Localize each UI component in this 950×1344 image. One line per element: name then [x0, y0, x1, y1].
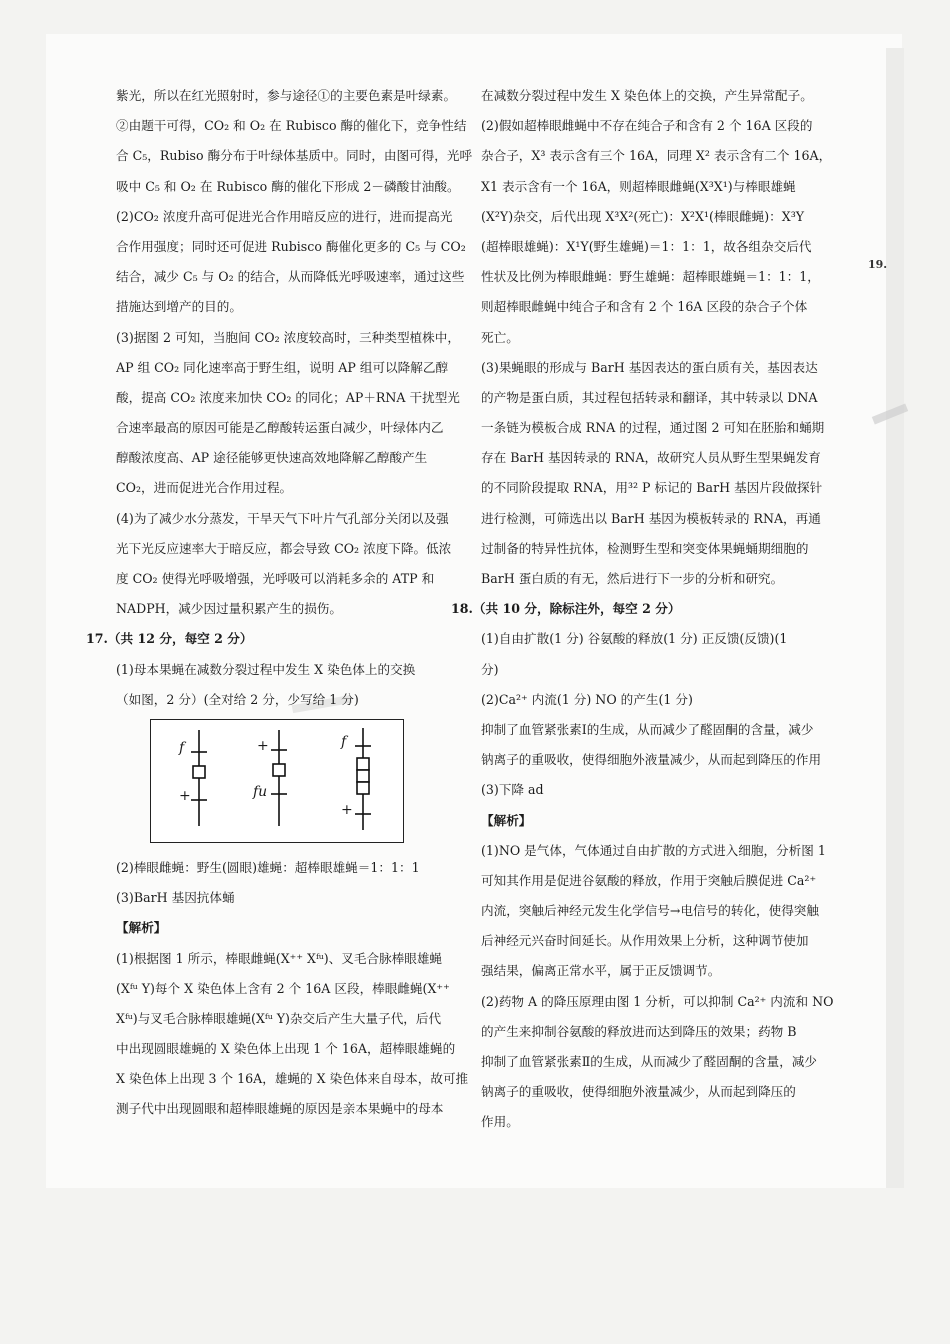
text-line: 措施达到增产的目的。 — [116, 299, 242, 315]
text-line: 强结果，偏离正常水平，属于正反馈调节。 — [481, 963, 721, 979]
text-line: 测子代中出现圆眼和超棒眼雄蝇的原因是亲本果蝇中的母本 — [116, 1101, 444, 1117]
next-page-edge — [886, 48, 904, 1188]
text-line: 在减数分裂过程中发生 X 染色体上的交换，产生异常配子。 — [481, 88, 813, 103]
text-line: (1)根据图 1 所示，棒眼雌蝇(X⁺⁺ Xᶠᵘ)、叉毛合脉棒眼雄蝇 — [116, 950, 443, 966]
answer-line: (1)自由扩散(1 分) 谷氨酸的释放(1 分) 正反馈(反馈)(1 — [481, 631, 788, 647]
text-line: (2)假如超棒眼雌蝇中不存在纯合子和含有 2 个 16A 区段的 — [481, 118, 813, 134]
answer-line: 钠离子的重吸收，使得细胞外液量减少，从而起到降压的作用 — [481, 752, 822, 768]
text-line: （如图，2 分）(全对给 2 分，少写给 1 分) — [116, 691, 359, 707]
text-line: (4)为了减少水分蒸发，干旱天气下叶片气孔部分关闭以及强 — [116, 510, 449, 526]
text-line: 的产物是蛋白质，其过程包括转录和翻译，其中转录以 DNA — [481, 389, 818, 405]
analysis-heading: 【解析】 — [481, 812, 532, 828]
16a-segment — [273, 764, 285, 776]
allele-label-plus: + — [341, 801, 353, 818]
text-line: 中出现圆眼雄蝇的 X 染色体上出现 1 个 16A，超棒眼雄蝇的 — [116, 1041, 456, 1057]
text-line: 合作用强度；同时还可促进 Rubisco 酶催化更多的 C₅ 与 CO₂ — [116, 238, 466, 254]
text-line: (1)NO 是气体，气体通过自由扩散的方式进入细胞，分析图 1 — [481, 842, 826, 858]
text-line: (3)果蝇眼的形成与 BarH 基因表达的蛋白质有关，基因表达 — [481, 359, 818, 375]
text-line: 度 CO₂ 使得光呼吸增强，光呼吸可以消耗多余的 ATP 和 — [116, 571, 435, 586]
answer-line: 抑制了血管紧张素Ⅰ的生成，从而减少了醛固酮的含量，减少 — [481, 721, 814, 737]
next-question-number: 19. — [868, 258, 888, 271]
question-17-heading: 17.（共 12 分，每空 2 分） — [86, 631, 253, 647]
16a-segment — [357, 782, 369, 794]
text-line: 杂合子，X³ 表示含有三个 16A，同理 X² 表示含有二个 16A， — [481, 148, 832, 164]
text-line: 合速率最高的原因可能是乙醇酸转运蛋白减少，叶绿体内乙 — [116, 420, 444, 436]
text-line: 抑制了血管紧张素Ⅱ的生成，从而减少了醛固酮的含量，减少 — [481, 1054, 817, 1069]
text-line: 合 C₅，Rubiso 酶分布于叶绿体基质中。同时，由图可得，光呼 — [116, 148, 473, 164]
text-line: (1)母本果蝇在减数分裂过程中发生 X 染色体上的交换 — [116, 661, 416, 677]
text-line: 的不同阶段提取 RNA，用³² P 标记的 BarH 基因片段做探针 — [481, 480, 823, 496]
question-18-heading: 18.（共 10 分，除标注外，每空 2 分） — [451, 601, 681, 617]
text-line: (2)棒眼雌蝇：野生(圆眼)雄蝇：超棒眼雄蝇＝1：1：1 — [116, 859, 420, 875]
text-line: CO₂，进而促进光合作用过程。 — [116, 480, 293, 496]
answer-line: (3)下降 ad — [481, 782, 544, 798]
text-line: (3)BarH 基因抗体蛹 — [116, 890, 235, 906]
text-line: 过制备的特异性抗体，检测野生型和突变体果蝇蛹期细胞的 — [481, 540, 809, 556]
text-line: 钠离子的重吸收，使得细胞外液量减少，从而起到降压的 — [481, 1084, 796, 1100]
text-line: (3)据图 2 可知，当胞间 CO₂ 浓度较高时，三种类型植株中， — [116, 329, 460, 345]
text-line: 的产生来抑制谷氨酸的释放进而达到降压的效果；药物 B — [481, 1023, 797, 1039]
chromosome-crossover-figure — [150, 719, 404, 843]
text-line: AP 组 CO₂ 同化速率高于野生组，说明 AP 组可以降解乙醇 — [116, 359, 449, 375]
text-line: 一条链为模板合成 RNA 的过程，通过图 2 可知在胚胎和蛹期 — [481, 420, 825, 436]
text-line: (2)CO₂ 浓度升高可促进光合作用暗反应的进行，进而提高光 — [116, 208, 453, 224]
text-line: BarH 蛋白质的有无，然后进行下一步的分析和研究。 — [481, 571, 784, 586]
text-line: 醇酸浓度高、AP 途径能够更快速高效地降解乙醇酸产生 — [116, 450, 428, 466]
text-line: 则超棒眼雌蝇中纯合子和含有 2 个 16A 区段的杂合子个体 — [481, 299, 808, 315]
text-line: 死亡。 — [481, 329, 519, 345]
text-line: 光下光反应速率大于暗反应，都会导致 CO₂ 浓度下降。低浓 — [116, 540, 452, 556]
answer-line: (2)Ca²⁺ 内流(1 分) NO 的产生(1 分) — [481, 691, 693, 707]
analysis-heading: 【解析】 — [116, 920, 167, 936]
text-line: (2)药物 A 的降压原理由图 1 分析，可以抑制 Ca²⁺ 内流和 NO — [481, 993, 834, 1009]
allele-label-plus: + — [257, 737, 269, 754]
chromosome-diagram — [151, 720, 403, 842]
text-line: 进行检测，可筛选出以 BarH 基因为模板转录的 RNA，再通 — [481, 510, 821, 526]
16a-segment — [193, 766, 205, 778]
text-line: 紫光，所以在红光照射时，参与途径①的主要色素是叶绿素。 — [116, 88, 457, 103]
text-line: 内流，突触后神经元发生化学信号→电信号的转化，使得突触 — [481, 903, 819, 919]
text-line: (Xᶠᵘ Y)每个 X 染色体上含有 2 个 16A 区段，棒眼雌蝇(X⁺⁺ — [116, 980, 450, 996]
right-column — [451, 81, 839, 1138]
text-line: 酸，提高 CO₂ 浓度来加快 CO₂ 的同化；AP＋RNA 干扰型光 — [116, 389, 460, 405]
text-line: X1 表示含有一个 16A，则超棒眼雌蝇(X³X¹)与棒眼雄蝇 — [481, 178, 796, 194]
text-line: Xᶠᵘ)与叉毛合脉棒眼雄蝇(Xᶠᵘ Y)杂交后产生大量子代，后代 — [116, 1010, 442, 1026]
answer-line: 分) — [481, 661, 499, 677]
text-line: 结合，减少 C₅ 与 O₂ 的结合，从而降低光呼吸速率，通过这些 — [116, 269, 465, 285]
text-line: (超棒眼雄蝇)：X¹Y(野生雄蝇)＝1：1：1，故各组杂交后代 — [481, 238, 812, 254]
allele-label-plus: + — [179, 787, 191, 804]
16a-segment — [357, 758, 369, 770]
16a-segment — [357, 770, 369, 782]
text-line: X 染色体上出现 3 个 16A，雄蝇的 X 染色体来自母本，故可推 — [116, 1071, 469, 1087]
text-line: 吸中 C₅ 和 O₂ 在 Rubisco 酶的催化下形成 2－磷酸甘油酸。 — [116, 178, 460, 194]
text-line: 后神经元兴奋时间延长。从作用效果上分析，这种调节使加 — [481, 933, 809, 949]
text-line: 存在 BarH 基因转录的 RNA，故研究人员从野生型果蝇发育 — [481, 450, 821, 466]
text-line: 作用。 — [481, 1114, 519, 1130]
left-column — [86, 81, 473, 1125]
text-line: (X²Y)杂交，后代出现 X³X²(死亡)：X²X¹(棒眼雌蝇)：X³Y — [481, 208, 805, 224]
text-line: 可知其作用是促进谷氨酸的释放，作用于突触后膜促进 Ca²⁺ — [481, 872, 817, 888]
allele-label-fu: fu — [253, 783, 268, 800]
text-line: 性状及比例为棒眼雌蝇：野生雄蝇：超棒眼雄蝇＝1：1：1， — [481, 269, 820, 285]
text-line: ②由题干可得，CO₂ 和 O₂ 在 Rubisco 酶的催化下，竞争性结 — [116, 118, 467, 134]
allele-label-f: f — [341, 733, 347, 750]
text-line: NADPH，减少因过量积累产生的损伤。 — [116, 601, 342, 617]
allele-label-f: f — [179, 739, 185, 756]
